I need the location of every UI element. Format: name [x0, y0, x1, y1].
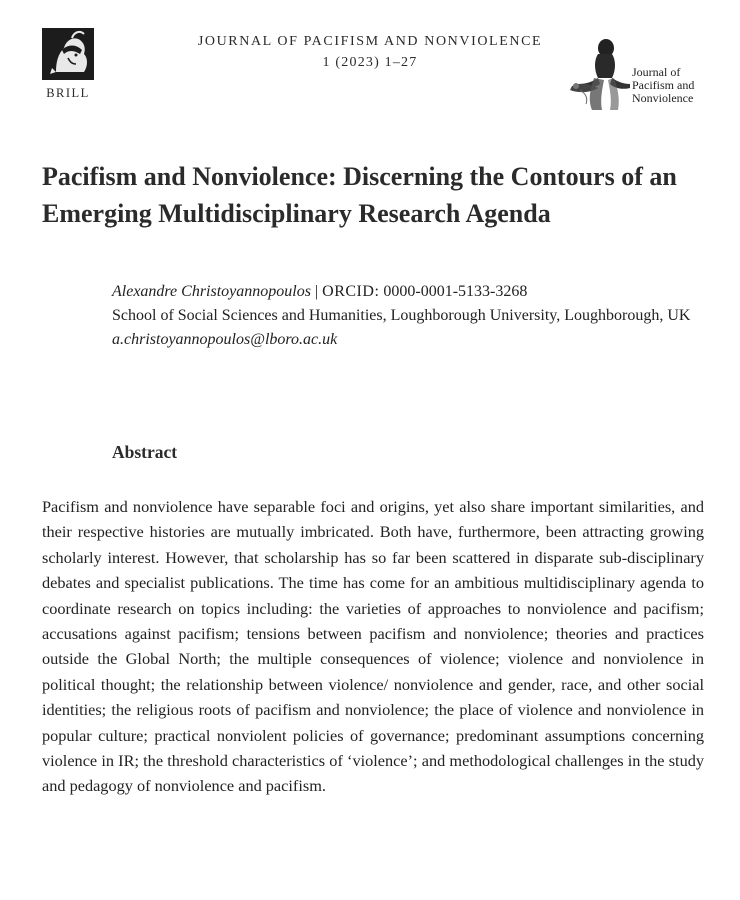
brill-athena-icon — [42, 28, 94, 80]
journal-header — [150, 34, 590, 71]
author-line — [112, 280, 712, 304]
author-name: Alexandre Christoyannopoulos — [112, 283, 311, 300]
article-title: Pacifism and Nonviolence: Discerning the Contours of an Emerging Multidisciplinary Research Agenda — [42, 162, 677, 228]
journal-logo — [568, 38, 718, 118]
journal-name: JOURNAL OF PACIFISM AND NONVIOLENCE — [197, 34, 543, 49]
orcid-id[interactable]: 0000-0001-5133-3268 — [383, 283, 528, 300]
brill-label: BRILL — [46, 86, 90, 100]
abstract-heading: Abstract — [112, 442, 178, 462]
author-affiliation: School of Social Sciences and Humanities, Loughborough University, Loughborough, UK — [112, 307, 691, 324]
author-separator: | — [314, 283, 319, 300]
protester-figure-icon — [568, 38, 638, 114]
author-email[interactable]: a.christoyannopoulos@lboro.ac.uk — [112, 331, 338, 348]
journal-issue: 1 (2023) 1–27 — [322, 55, 418, 70]
orcid-label: ORCID: — [322, 283, 380, 300]
journal-logo-line: Pacifism and — [632, 78, 695, 92]
journal-logo-line: Journal of — [632, 65, 681, 79]
brill-logo — [42, 28, 94, 101]
author-block — [112, 280, 712, 352]
journal-logo-line: Nonviolence — [632, 91, 694, 105]
journal-logo-text — [632, 66, 694, 105]
page-header — [0, 0, 740, 130]
abstract-text: Pacifism and nonviolence have separable foci and origins, yet also share important similarities, and their respective histories are mutually imbricated. Both have, furthermore, been attracting growing scholarly interest. However, that scholarship has so far been scattered in disparate sub-disciplinary debates and specialist publications. The time has come for an ambitious multidisciplinary agenda to coordinate research on topics including: the varieties of approaches to nonviolence and pacifism; accusations against pacifism; tensions between pacifism and nonviolence; theories and practices outside the Global North; the multiple consequences of violence; violence and nonviolence in political thought; the relationship between violence/ nonviolence and gender, race, and other social identities; the religious roots of pacifism and nonviolence; the place of violence and nonviolence in popular culture; practical nonviolent policies of governance; predominant assumptions concerning violence in IR; the threshold characteristics of ‘violence’; and methodological challenges in the study and pedagogy of nonviolence and pacifism. — [42, 497, 704, 796]
